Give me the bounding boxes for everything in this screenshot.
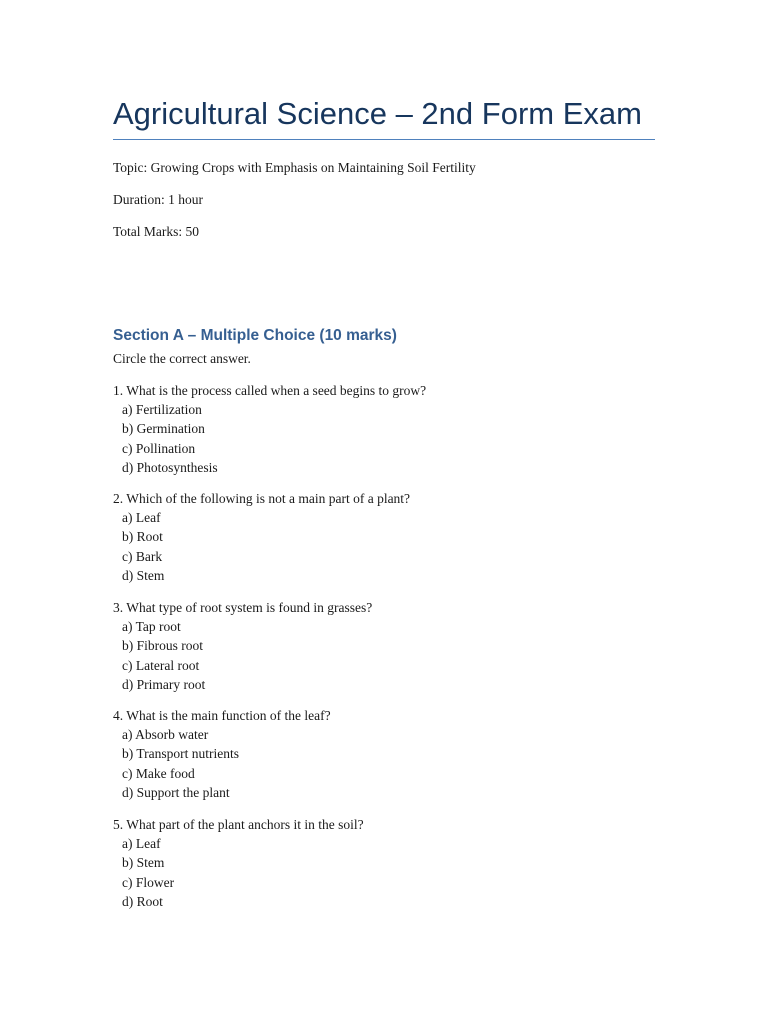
question-2	[113, 490, 655, 586]
answer-option: a) Tap root	[122, 619, 181, 634]
answer-option: b) Root	[122, 529, 163, 545]
answer-option: a) Leaf	[122, 836, 161, 851]
question-text: 2. Which of the following is not a main part of a plant?	[113, 491, 411, 506]
answer-option: c) Make food	[122, 765, 195, 781]
section-a-heading: Section A – Multiple Choice (10 marks)	[113, 327, 397, 344]
question-text: 3. What type of root system is found in grasses?	[113, 600, 373, 615]
question-3	[113, 599, 655, 695]
answer-option: d) Support the plant	[122, 784, 230, 800]
topic-line: Topic: Growing Crops with Emphasis on Maintaining Soil Fertility	[113, 160, 476, 175]
answer-option: b) Transport nutrients	[122, 746, 240, 762]
question-text: 5. What part of the plant anchors it in the soil?	[113, 817, 364, 832]
answer-option: c) Pollination	[122, 440, 196, 456]
answer-option: d) Stem	[122, 567, 165, 583]
answer-option: c) Flower	[122, 874, 175, 890]
answer-option: c) Bark	[122, 548, 163, 564]
answer-option: a) Absorb water	[122, 727, 209, 742]
question-text: 1. What is the process called when a seed begins to grow?	[113, 383, 427, 398]
question-text: 4. What is the main function of the leaf?	[113, 708, 331, 723]
question-1	[113, 382, 655, 478]
answer-option: d) Root	[122, 893, 163, 909]
answer-option: b) Germination	[122, 421, 205, 437]
question-4	[113, 707, 655, 803]
answer-option: d) Photosynthesis	[122, 459, 218, 475]
answer-option: b) Stem	[122, 855, 165, 871]
question-5	[113, 816, 655, 912]
answer-option: a) Leaf	[122, 510, 161, 525]
duration-line: Duration: 1 hour	[113, 192, 203, 207]
section-a-instruction: Circle the correct answer.	[113, 351, 251, 366]
page-title: Agricultural Science – 2nd Form Exam	[113, 96, 642, 131]
answer-option: a) Fertilization	[122, 402, 202, 417]
answer-option: d) Primary root	[122, 676, 206, 692]
title-divider	[113, 139, 655, 140]
answer-option: c) Lateral root	[122, 657, 200, 673]
answer-option: b) Fibrous root	[122, 638, 203, 654]
total-marks-line: Total Marks: 50	[113, 224, 200, 239]
